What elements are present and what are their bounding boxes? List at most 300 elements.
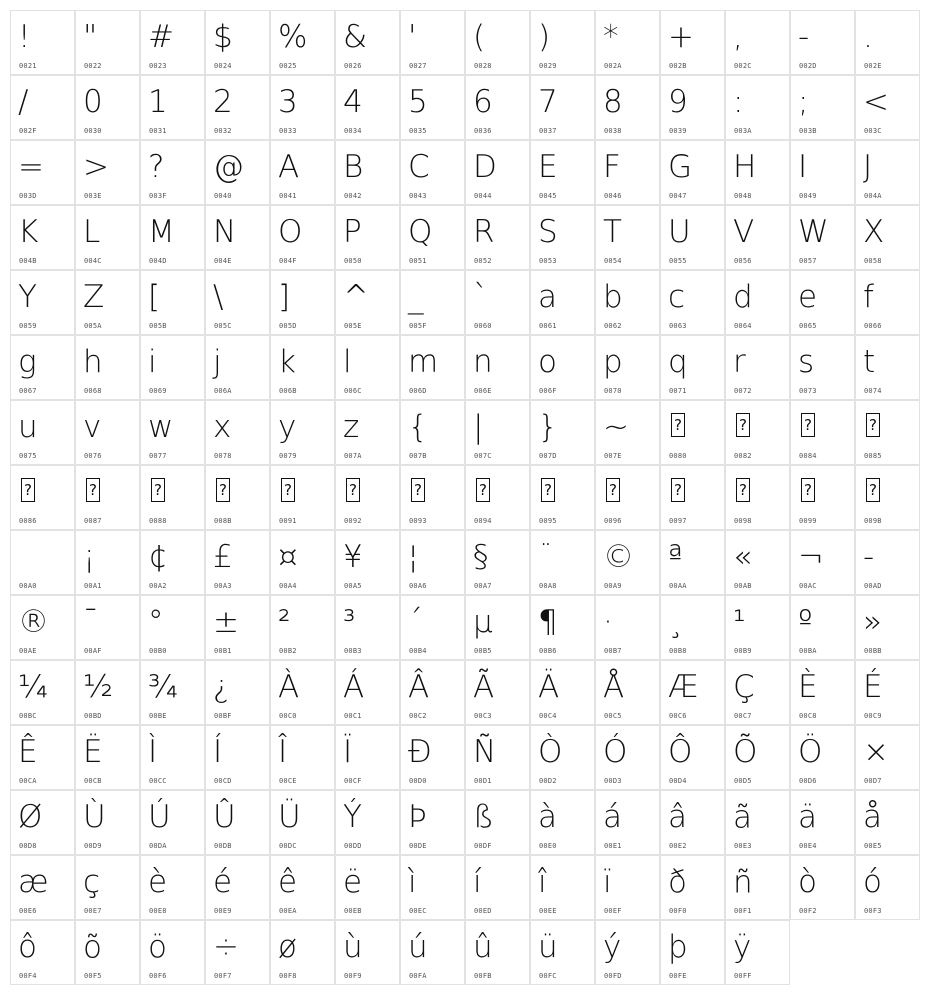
glyph-cell[interactable] <box>400 335 465 400</box>
glyph-char: ( <box>473 19 486 55</box>
glyph-cell[interactable] <box>205 10 270 75</box>
glyph-cell[interactable] <box>855 530 920 595</box>
glyph-cell[interactable] <box>75 335 140 400</box>
glyph-char: Đ <box>408 734 433 770</box>
glyph-char: ± <box>213 604 239 640</box>
glyph-char: Ý <box>343 799 362 835</box>
missing-glyph-box-icon: ? <box>476 478 490 502</box>
glyph-cell[interactable] <box>205 725 270 790</box>
glyph-cell[interactable] <box>660 75 725 140</box>
glyph-cell[interactable] <box>140 465 205 530</box>
glyph-cell[interactable] <box>660 595 725 660</box>
glyph-cell[interactable] <box>270 335 335 400</box>
glyph-cell[interactable] <box>10 920 75 985</box>
glyph-cell[interactable] <box>855 335 920 400</box>
glyph-code-label: 00E1 <box>604 842 622 850</box>
glyph-code-label: 00B5 <box>474 647 492 655</box>
glyph-cell[interactable] <box>790 660 855 725</box>
glyph-cell[interactable] <box>595 920 660 985</box>
glyph-char: g <box>18 344 37 380</box>
glyph-cell[interactable] <box>140 400 205 465</box>
glyph-cell[interactable] <box>660 10 725 75</box>
glyph-cell[interactable] <box>205 75 270 140</box>
glyph-cell[interactable] <box>530 10 595 75</box>
glyph-cell[interactable] <box>75 790 140 855</box>
glyph-code-label: 0091 <box>279 517 297 525</box>
glyph-cell[interactable] <box>530 205 595 270</box>
glyph-cell[interactable] <box>335 855 400 920</box>
glyph-cell[interactable] <box>270 140 335 205</box>
glyph-cell[interactable] <box>140 205 205 270</box>
glyph-code-label: 0050 <box>344 257 362 265</box>
glyph-char: ` <box>473 279 489 315</box>
glyph-cell[interactable] <box>790 725 855 790</box>
glyph-cell[interactable] <box>10 335 75 400</box>
glyph-cell[interactable] <box>10 270 75 335</box>
glyph-cell[interactable] <box>10 530 75 595</box>
glyph-char: E <box>538 149 558 185</box>
glyph-char: ¼ <box>18 669 49 705</box>
glyph-cell[interactable] <box>725 530 790 595</box>
glyph-code-label: 0059 <box>19 322 37 330</box>
glyph-cell[interactable] <box>790 530 855 595</box>
glyph-code-label: 0072 <box>734 387 752 395</box>
glyph-cell[interactable] <box>75 920 140 985</box>
glyph-cell[interactable] <box>140 790 205 855</box>
glyph-cell[interactable] <box>660 335 725 400</box>
glyph-cell[interactable] <box>270 465 335 530</box>
glyph-code-label: 0054 <box>604 257 622 265</box>
glyph-cell[interactable] <box>75 10 140 75</box>
missing-glyph-box-icon: ? <box>671 478 685 502</box>
glyph-cell[interactable] <box>400 140 465 205</box>
glyph-cell[interactable] <box>400 205 465 270</box>
glyph-char: ÿ <box>733 929 752 965</box>
glyph-cell[interactable] <box>725 10 790 75</box>
glyph-code-label: 00AE <box>19 647 37 655</box>
glyph-char: N <box>213 214 237 250</box>
glyph-code-label: 00A8 <box>539 582 557 590</box>
glyph-cell[interactable] <box>790 140 855 205</box>
glyph-cell[interactable] <box>270 660 335 725</box>
glyph-cell[interactable] <box>465 920 530 985</box>
glyph-cell[interactable] <box>595 855 660 920</box>
glyph-cell[interactable] <box>10 400 75 465</box>
glyph-cell[interactable] <box>595 790 660 855</box>
glyph-cell[interactable] <box>660 920 725 985</box>
glyph-cell[interactable] <box>595 595 660 660</box>
glyph-char: ã <box>733 799 752 835</box>
glyph-cell[interactable] <box>790 75 855 140</box>
glyph-char: { <box>408 409 428 445</box>
glyph-cell[interactable] <box>140 140 205 205</box>
glyph-cell[interactable] <box>270 10 335 75</box>
glyph-cell[interactable] <box>530 400 595 465</box>
glyph-cell[interactable] <box>725 205 790 270</box>
glyph-char: Î <box>278 734 288 770</box>
glyph-cell[interactable] <box>140 530 205 595</box>
glyph-cell[interactable] <box>400 530 465 595</box>
glyph-char: ® <box>18 604 49 640</box>
glyph-cell[interactable] <box>465 75 530 140</box>
glyph-cell[interactable] <box>725 790 790 855</box>
glyph-char: ¤ <box>278 539 298 575</box>
glyph-cell[interactable] <box>140 725 205 790</box>
glyph-cell[interactable] <box>530 595 595 660</box>
glyph-code-label: 00D2 <box>539 777 557 785</box>
glyph-cell[interactable] <box>855 75 920 140</box>
glyph-char: Ó <box>603 734 628 770</box>
glyph-char: ø <box>278 929 297 965</box>
glyph-cell[interactable] <box>400 660 465 725</box>
glyph-char: ß <box>473 799 494 835</box>
glyph-cell[interactable] <box>725 140 790 205</box>
glyph-cell[interactable] <box>10 140 75 205</box>
glyph-cell[interactable] <box>595 75 660 140</box>
glyph-cell[interactable] <box>725 75 790 140</box>
glyph-cell[interactable] <box>725 465 790 530</box>
glyph-cell[interactable] <box>205 920 270 985</box>
glyph-cell[interactable] <box>205 205 270 270</box>
glyph-cell[interactable] <box>400 595 465 660</box>
glyph-cell[interactable] <box>855 205 920 270</box>
glyph-cell[interactable] <box>725 335 790 400</box>
glyph-cell[interactable] <box>595 400 660 465</box>
glyph-cell[interactable] <box>270 400 335 465</box>
glyph-cell[interactable] <box>205 140 270 205</box>
glyph-cell[interactable] <box>270 595 335 660</box>
glyph-cell[interactable] <box>10 855 75 920</box>
glyph-cell[interactable] <box>465 465 530 530</box>
glyph-cell[interactable] <box>530 75 595 140</box>
glyph-cell[interactable] <box>595 530 660 595</box>
glyph-cell[interactable] <box>790 335 855 400</box>
glyph-char: § <box>473 539 489 575</box>
glyph-cell[interactable] <box>140 270 205 335</box>
glyph-code-label: 005D <box>279 322 297 330</box>
glyph-char: y <box>278 409 297 445</box>
glyph-cell[interactable] <box>790 465 855 530</box>
glyph-code-label: 0053 <box>539 257 557 265</box>
glyph-cell[interactable] <box>465 855 530 920</box>
glyph-cell[interactable] <box>400 790 465 855</box>
glyph-cell[interactable] <box>530 465 595 530</box>
glyph-cell[interactable] <box>400 400 465 465</box>
glyph-cell[interactable] <box>465 790 530 855</box>
glyph-cell[interactable] <box>335 725 400 790</box>
glyph-cell[interactable] <box>270 530 335 595</box>
glyph-cell[interactable] <box>140 660 205 725</box>
glyph-cell[interactable] <box>465 270 530 335</box>
glyph-cell[interactable] <box>465 140 530 205</box>
glyph-cell[interactable] <box>335 75 400 140</box>
glyph-cell[interactable] <box>140 335 205 400</box>
glyph-char: 8 <box>603 84 623 120</box>
glyph-cell[interactable] <box>335 335 400 400</box>
glyph-cell[interactable] <box>335 10 400 75</box>
glyph-cell[interactable] <box>595 270 660 335</box>
glyph-cell[interactable] <box>530 660 595 725</box>
glyph-char: / <box>18 84 29 120</box>
glyph-cell[interactable] <box>465 725 530 790</box>
glyph-cell[interactable] <box>465 205 530 270</box>
glyph-cell[interactable] <box>725 660 790 725</box>
glyph-cell[interactable] <box>335 790 400 855</box>
glyph-cell[interactable] <box>855 400 920 465</box>
glyph-cell[interactable] <box>530 855 595 920</box>
glyph-cell[interactable] <box>465 595 530 660</box>
glyph-cell[interactable] <box>10 790 75 855</box>
glyph-char: ÷ <box>213 929 239 965</box>
glyph-code-label: 00FF <box>734 972 752 980</box>
glyph-code-label: 003B <box>799 127 817 135</box>
glyph-cell[interactable] <box>530 270 595 335</box>
glyph-cell[interactable] <box>10 205 75 270</box>
glyph-cell[interactable] <box>725 725 790 790</box>
glyph-cell[interactable] <box>855 595 920 660</box>
glyph-cell[interactable] <box>335 270 400 335</box>
glyph-cell[interactable] <box>855 855 920 920</box>
glyph-cell[interactable] <box>335 400 400 465</box>
glyph-cell[interactable] <box>75 465 140 530</box>
glyph-cell[interactable] <box>595 335 660 400</box>
glyph-cell[interactable] <box>335 530 400 595</box>
glyph-cell[interactable] <box>660 530 725 595</box>
glyph-code-label: 0099 <box>799 517 817 525</box>
glyph-cell[interactable] <box>790 10 855 75</box>
glyph-cell[interactable] <box>400 270 465 335</box>
glyph-code-label: 00F9 <box>344 972 362 980</box>
glyph-cell[interactable] <box>205 660 270 725</box>
glyph-cell[interactable] <box>75 595 140 660</box>
glyph-cell[interactable] <box>465 530 530 595</box>
glyph-cell[interactable] <box>660 465 725 530</box>
glyph-code-label: 0061 <box>539 322 557 330</box>
glyph-char: K <box>18 214 39 250</box>
glyph-char: _ <box>408 279 424 315</box>
glyph-char: « <box>733 539 752 575</box>
glyph-code-label: 0075 <box>19 452 37 460</box>
glyph-cell[interactable] <box>725 595 790 660</box>
glyph-cell[interactable] <box>335 140 400 205</box>
glyph-cell[interactable] <box>205 855 270 920</box>
glyph-code-label: 007E <box>604 452 622 460</box>
glyph-cell[interactable] <box>10 595 75 660</box>
glyph-code-label: 005A <box>84 322 102 330</box>
glyph-code-label: 00E7 <box>84 907 102 915</box>
glyph-cell[interactable] <box>725 400 790 465</box>
glyph-cell[interactable] <box>790 595 855 660</box>
glyph-cell[interactable] <box>660 725 725 790</box>
glyph-cell[interactable] <box>465 660 530 725</box>
glyph-cell[interactable] <box>400 855 465 920</box>
glyph-cell[interactable] <box>400 725 465 790</box>
glyph-cell[interactable] <box>75 660 140 725</box>
glyph-code-label: 006E <box>474 387 492 395</box>
glyph-cell[interactable] <box>205 400 270 465</box>
glyph-cell[interactable] <box>725 855 790 920</box>
glyph-cell[interactable] <box>595 725 660 790</box>
glyph-code-label: 0064 <box>734 322 752 330</box>
glyph-cell[interactable] <box>660 140 725 205</box>
glyph-char: ! <box>18 19 31 55</box>
glyph-cell[interactable] <box>75 725 140 790</box>
glyph-cell[interactable] <box>465 335 530 400</box>
glyph-code-label: 0097 <box>669 517 687 525</box>
glyph-cell[interactable] <box>595 140 660 205</box>
glyph-cell[interactable] <box>270 790 335 855</box>
glyph-code-label: 00FC <box>539 972 557 980</box>
glyph-code-label: 00B7 <box>604 647 622 655</box>
glyph-char: Û <box>213 799 236 835</box>
glyph-cell[interactable] <box>270 855 335 920</box>
glyph-cell[interactable] <box>400 10 465 75</box>
glyph-cell[interactable] <box>790 205 855 270</box>
glyph-char: Y <box>18 279 37 315</box>
glyph-cell[interactable] <box>790 790 855 855</box>
glyph-char: D <box>473 149 497 185</box>
glyph-cell[interactable] <box>595 205 660 270</box>
glyph-code-label: 00F0 <box>669 907 687 915</box>
glyph-code-label: 0029 <box>539 62 557 70</box>
glyph-cell[interactable] <box>595 10 660 75</box>
glyph-cell[interactable] <box>270 725 335 790</box>
glyph-cell[interactable] <box>530 920 595 985</box>
glyph-code-label: 00ED <box>474 907 492 915</box>
glyph-code-label: 007C <box>474 452 492 460</box>
glyph-cell[interactable] <box>335 595 400 660</box>
glyph-cell[interactable] <box>10 465 75 530</box>
glyph-char: Æ <box>668 669 699 705</box>
glyph-cell[interactable] <box>335 660 400 725</box>
glyph-cell[interactable] <box>10 660 75 725</box>
glyph-cell[interactable] <box>465 10 530 75</box>
glyph-cell[interactable] <box>270 205 335 270</box>
glyph-cell[interactable] <box>75 75 140 140</box>
glyph-char: º <box>798 604 813 640</box>
glyph-cell[interactable] <box>75 140 140 205</box>
glyph-cell[interactable] <box>595 660 660 725</box>
glyph-code-label: 00F4 <box>19 972 37 980</box>
glyph-cell[interactable] <box>335 920 400 985</box>
glyph-char: v <box>83 409 102 445</box>
glyph-cell[interactable] <box>400 920 465 985</box>
glyph-cell[interactable] <box>530 140 595 205</box>
glyph-cell[interactable] <box>790 270 855 335</box>
glyph-code-label: 00C5 <box>604 712 622 720</box>
glyph-char: ë <box>343 864 363 900</box>
glyph-cell[interactable] <box>855 140 920 205</box>
glyph-cell[interactable] <box>140 10 205 75</box>
glyph-cell[interactable] <box>595 465 660 530</box>
glyph-cell[interactable] <box>465 400 530 465</box>
glyph-cell[interactable] <box>660 660 725 725</box>
glyph-cell[interactable] <box>660 205 725 270</box>
glyph-cell[interactable] <box>75 205 140 270</box>
glyph-code-label: 0045 <box>539 192 557 200</box>
glyph-cell[interactable] <box>205 335 270 400</box>
glyph-char: , <box>733 19 743 55</box>
glyph-char: O <box>278 214 303 250</box>
glyph-cell[interactable] <box>270 75 335 140</box>
glyph-char: ) <box>538 19 551 55</box>
glyph-code-label: 0076 <box>84 452 102 460</box>
glyph-cell[interactable] <box>140 75 205 140</box>
glyph-cell[interactable] <box>10 75 75 140</box>
glyph-code-label: 0096 <box>604 517 622 525</box>
glyph-cell[interactable] <box>75 855 140 920</box>
glyph-cell[interactable] <box>205 270 270 335</box>
glyph-cell[interactable] <box>530 530 595 595</box>
glyph-cell[interactable] <box>530 335 595 400</box>
glyph-cell[interactable] <box>75 270 140 335</box>
glyph-code-label: 0068 <box>84 387 102 395</box>
glyph-cell[interactable] <box>270 270 335 335</box>
glyph-cell[interactable] <box>855 725 920 790</box>
glyph-code-label: 00C6 <box>669 712 687 720</box>
glyph-cell[interactable] <box>855 790 920 855</box>
glyph-cell[interactable] <box>335 205 400 270</box>
glyph-char <box>18 535 28 579</box>
glyph-code-label: 0047 <box>669 192 687 200</box>
glyph-char: ü <box>538 929 558 965</box>
glyph-cell[interactable] <box>205 530 270 595</box>
glyph-cell[interactable] <box>140 855 205 920</box>
glyph-cell[interactable] <box>855 465 920 530</box>
glyph-code-label: 0079 <box>279 452 297 460</box>
glyph-cell[interactable] <box>270 920 335 985</box>
glyph-cell[interactable] <box>10 725 75 790</box>
glyph-cell[interactable] <box>140 595 205 660</box>
glyph-cell[interactable] <box>660 400 725 465</box>
glyph-cell[interactable] <box>75 400 140 465</box>
glyph-code-label: 007D <box>539 452 557 460</box>
glyph-cell[interactable] <box>725 270 790 335</box>
glyph-char: Q <box>408 214 433 250</box>
glyph-cell[interactable] <box>335 465 400 530</box>
glyph-code-label: 00AA <box>669 582 687 590</box>
glyph-cell[interactable] <box>725 920 790 985</box>
glyph-code-label: 0098 <box>734 517 752 525</box>
glyph-cell[interactable] <box>660 270 725 335</box>
glyph-cell[interactable] <box>530 725 595 790</box>
glyph-cell[interactable] <box>530 790 595 855</box>
glyph-cell[interactable] <box>10 10 75 75</box>
glyph-char: 6 <box>473 84 493 120</box>
glyph-code-label: 0066 <box>864 322 882 330</box>
glyph-cell[interactable] <box>400 465 465 530</box>
glyph-cell[interactable] <box>855 660 920 725</box>
glyph-cell[interactable] <box>660 855 725 920</box>
glyph-cell[interactable] <box>400 75 465 140</box>
glyph-code-label: 0071 <box>669 387 687 395</box>
glyph-cell[interactable] <box>855 10 920 75</box>
glyph-code-label: 00D6 <box>799 777 817 785</box>
glyph-cell[interactable] <box>205 790 270 855</box>
glyph-cell[interactable] <box>790 855 855 920</box>
glyph-cell[interactable] <box>855 270 920 335</box>
glyph-cell[interactable] <box>790 400 855 465</box>
glyph-code-label: 00C4 <box>539 712 557 720</box>
glyph-cell[interactable] <box>205 465 270 530</box>
glyph-code-label: 00B4 <box>409 647 427 655</box>
glyph-code-label: 007A <box>344 452 362 460</box>
glyph-cell[interactable] <box>75 530 140 595</box>
glyph-char: a <box>538 279 557 315</box>
glyph-cell[interactable] <box>140 920 205 985</box>
glyph-cell[interactable] <box>205 595 270 660</box>
glyph-cell[interactable] <box>660 790 725 855</box>
